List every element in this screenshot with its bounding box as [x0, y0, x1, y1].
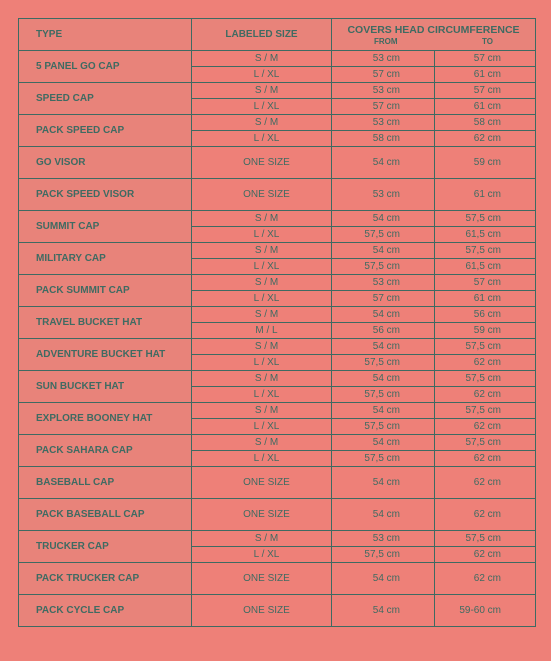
labeled-size: L / XL	[192, 547, 332, 563]
product-type: BASEBALL CAP	[19, 467, 192, 499]
labeled-size: S / M	[192, 51, 332, 67]
to-value: 57,5 cm	[435, 211, 536, 227]
table-row	[19, 371, 536, 387]
to-value: 62 cm	[435, 563, 536, 595]
labeled-size: S / M	[192, 275, 332, 291]
product-type: PACK TRUCKER CAP	[19, 563, 192, 595]
labeled-size: S / M	[192, 435, 332, 451]
header-to: TO	[482, 36, 494, 46]
from-value: 53 cm	[332, 83, 435, 99]
labeled-size: L / XL	[192, 355, 332, 371]
to-value: 57 cm	[435, 83, 536, 99]
product-type: PACK SAHARA CAP	[19, 435, 192, 467]
to-value: 57,5 cm	[435, 371, 536, 387]
product-type: SUN BUCKET HAT	[19, 371, 192, 403]
from-value: 53 cm	[332, 531, 435, 547]
from-value: 57 cm	[332, 291, 435, 307]
table-row	[19, 467, 536, 499]
to-value: 61 cm	[435, 291, 536, 307]
to-value: 62 cm	[435, 451, 536, 467]
labeled-size: ONE SIZE	[192, 467, 332, 499]
from-value: 57,5 cm	[332, 419, 435, 435]
labeled-size: L / XL	[192, 99, 332, 115]
product-type: PACK SPEED CAP	[19, 115, 192, 147]
to-value: 62 cm	[435, 387, 536, 403]
to-value: 56 cm	[435, 307, 536, 323]
labeled-size: L / XL	[192, 259, 332, 275]
to-value: 57,5 cm	[435, 435, 536, 451]
header-from: FROM	[374, 36, 398, 46]
to-value: 58 cm	[435, 115, 536, 131]
to-value: 61 cm	[435, 99, 536, 115]
to-value: 57 cm	[435, 51, 536, 67]
table-row	[19, 83, 536, 99]
to-value: 62 cm	[435, 355, 536, 371]
to-value: 57,5 cm	[435, 243, 536, 259]
size-table	[18, 18, 536, 627]
from-value: 54 cm	[332, 563, 435, 595]
from-value: 54 cm	[332, 595, 435, 627]
labeled-size: ONE SIZE	[192, 179, 332, 211]
labeled-size: L / XL	[192, 419, 332, 435]
labeled-size: S / M	[192, 531, 332, 547]
to-value: 62 cm	[435, 467, 536, 499]
from-value: 54 cm	[332, 211, 435, 227]
product-type: PACK SPEED VISOR	[19, 179, 192, 211]
from-value: 53 cm	[332, 51, 435, 67]
from-value: 54 cm	[332, 371, 435, 387]
size-chart	[18, 18, 535, 633]
product-type: GO VISOR	[19, 147, 192, 179]
to-value: 61 cm	[435, 179, 536, 211]
to-value: 62 cm	[435, 499, 536, 531]
labeled-size: ONE SIZE	[192, 147, 332, 179]
product-type: SPEED CAP	[19, 83, 192, 115]
labeled-size: S / M	[192, 115, 332, 131]
table-row	[19, 499, 536, 531]
to-value: 57,5 cm	[435, 531, 536, 547]
labeled-size: S / M	[192, 403, 332, 419]
to-value: 61,5 cm	[435, 227, 536, 243]
header-type: TYPE	[19, 19, 192, 51]
labeled-size: S / M	[192, 307, 332, 323]
from-value: 57,5 cm	[332, 451, 435, 467]
from-value: 54 cm	[332, 243, 435, 259]
to-value: 62 cm	[435, 419, 536, 435]
to-value: 61,5 cm	[435, 259, 536, 275]
to-value: 59 cm	[435, 323, 536, 339]
labeled-size: S / M	[192, 339, 332, 355]
table-row	[19, 115, 536, 131]
table-body	[19, 51, 536, 627]
table-row	[19, 275, 536, 291]
from-value: 57,5 cm	[332, 355, 435, 371]
product-type: EXPLORE BOONEY HAT	[19, 403, 192, 435]
table-row	[19, 211, 536, 227]
table-row	[19, 179, 536, 211]
product-type: PACK BASEBALL CAP	[19, 499, 192, 531]
from-value: 53 cm	[332, 115, 435, 131]
labeled-size: ONE SIZE	[192, 499, 332, 531]
to-value: 57 cm	[435, 275, 536, 291]
labeled-size: S / M	[192, 211, 332, 227]
from-value: 53 cm	[332, 179, 435, 211]
product-type: MILITARY CAP	[19, 243, 192, 275]
from-value: 54 cm	[332, 435, 435, 451]
from-value: 54 cm	[332, 499, 435, 531]
product-type: ADVENTURE BUCKET HAT	[19, 339, 192, 371]
from-value: 54 cm	[332, 403, 435, 419]
to-value: 61 cm	[435, 67, 536, 83]
to-value: 62 cm	[435, 131, 536, 147]
product-type: SUMMIT CAP	[19, 211, 192, 243]
table-row	[19, 531, 536, 547]
header-labeled-size: LABELED SIZE	[192, 19, 332, 51]
product-type: TRUCKER CAP	[19, 531, 192, 563]
labeled-size: L / XL	[192, 291, 332, 307]
labeled-size: L / XL	[192, 387, 332, 403]
table-row	[19, 307, 536, 323]
from-value: 57 cm	[332, 99, 435, 115]
to-value: 57,5 cm	[435, 403, 536, 419]
labeled-size: ONE SIZE	[192, 563, 332, 595]
table-row	[19, 563, 536, 595]
to-value: 59 cm	[435, 147, 536, 179]
table-row	[19, 595, 536, 627]
from-value: 53 cm	[332, 275, 435, 291]
labeled-size: L / XL	[192, 451, 332, 467]
labeled-size: S / M	[192, 83, 332, 99]
product-type: TRAVEL BUCKET HAT	[19, 307, 192, 339]
table-row	[19, 403, 536, 419]
from-value: 57,5 cm	[332, 547, 435, 563]
from-value: 58 cm	[332, 131, 435, 147]
from-value: 54 cm	[332, 307, 435, 323]
labeled-size: S / M	[192, 371, 332, 387]
from-value: 54 cm	[332, 339, 435, 355]
from-value: 54 cm	[332, 467, 435, 499]
labeled-size: ONE SIZE	[192, 595, 332, 627]
to-value: 59-60 cm	[435, 595, 536, 627]
product-type: PACK SUMMIT CAP	[19, 275, 192, 307]
header-row	[19, 19, 536, 51]
from-value: 57,5 cm	[332, 387, 435, 403]
to-value: 62 cm	[435, 547, 536, 563]
product-type: 5 PANEL GO CAP	[19, 51, 192, 83]
labeled-size: L / XL	[192, 67, 332, 83]
table-row	[19, 243, 536, 259]
table-row	[19, 51, 536, 67]
table-row	[19, 435, 536, 451]
header-covers	[332, 19, 536, 51]
from-value: 57,5 cm	[332, 259, 435, 275]
from-value: 54 cm	[332, 147, 435, 179]
table-row	[19, 339, 536, 355]
labeled-size: M / L	[192, 323, 332, 339]
from-value: 56 cm	[332, 323, 435, 339]
product-type: PACK CYCLE CAP	[19, 595, 192, 627]
from-value: 57,5 cm	[332, 227, 435, 243]
to-value: 57,5 cm	[435, 339, 536, 355]
from-value: 57 cm	[332, 67, 435, 83]
table-row	[19, 147, 536, 179]
labeled-size: L / XL	[192, 131, 332, 147]
labeled-size: S / M	[192, 243, 332, 259]
header-covers-title: COVERS HEAD CIRCUMFERENCE	[347, 23, 520, 36]
labeled-size: L / XL	[192, 227, 332, 243]
